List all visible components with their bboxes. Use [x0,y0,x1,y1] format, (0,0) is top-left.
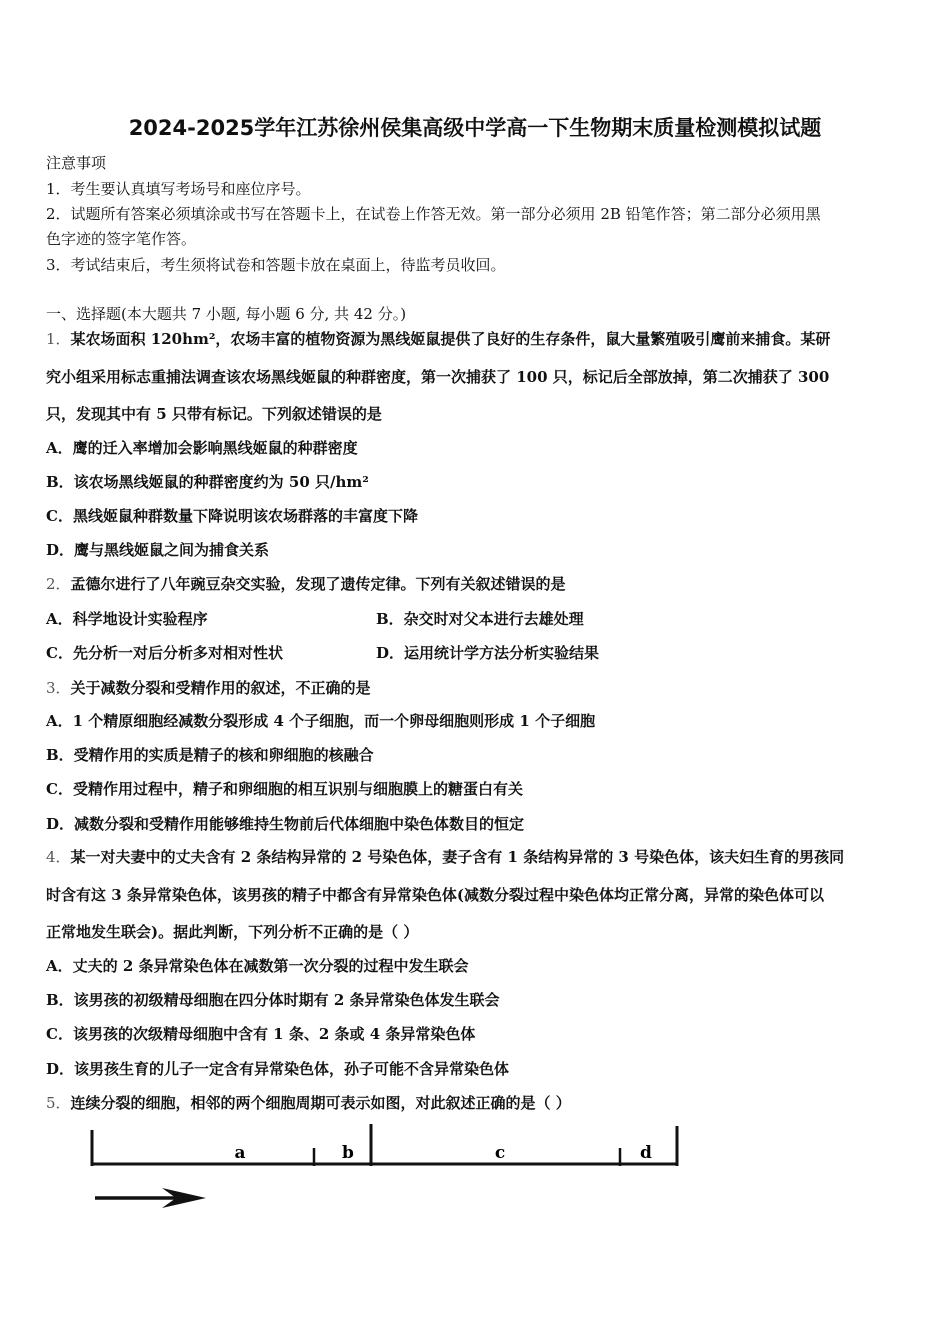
question-number: 2． [46,575,71,593]
question-5-line [46,1092,571,1113]
section-heading: 一、选择题(本大题共 7 小题, 每小题 6 分, 共 42 分。) [46,305,407,323]
option: A．1 个精原细胞经减数分裂形成 4 个子细胞，而一个卵母细胞则形成 1 个子细胞 [46,712,596,730]
question-3-line [46,677,371,698]
question-text: 连续分裂的细胞，相邻的两个细胞周期可表示如图，对此叙述正确的是（ ） [70,1094,571,1112]
notice-item: 3．考试结束后，考生须将试卷和答题卡放在桌面上，待监考员收回。 [46,256,506,274]
option: C．先分析一对后分析多对相对性状 [46,644,283,662]
option: A．丈夫的 2 条异常染色体在减数第一次分裂的过程中发生联会 [46,957,469,975]
notice-item: 色字迹的签字笔作答。 [46,230,197,248]
segment-label-a: a [234,1143,246,1163]
question-text: 某一对夫妻中的丈夫含有 2 条结构异常的 2 号染色体，妻子含有 1 条结构异常的 3 号染色体，该夫妇生育的男孩同 [70,848,845,866]
question-number: 3． [46,679,71,697]
option: D．鹰与黑线姬鼠之间为捕食关系 [46,541,270,559]
segment-label-b: b [342,1143,354,1163]
question-2-line [46,573,566,594]
question-number: 5． [46,1094,71,1112]
question-text: 某农场面积 120hm²，农场丰富的植物资源为黑线姬鼠提供了良好的生存条件，鼠大量繁殖吸引鹰前来捕食。某研 [70,330,831,348]
option: B．杂交时对父本进行去雄处理 [376,610,584,628]
option: A．科学地设计实验程序 [46,610,208,628]
question-1-line: 只，发现其中有 5 只带有标记。下列叙述错误的是 [46,405,382,423]
option: C．受精作用过程中，精子和卵细胞的相互识别与细胞膜上的糖蛋白有关 [46,780,523,798]
question-4-line [46,846,844,867]
option: D．该男孩生育的儿子一定含有异常染色体，孙子可能不含异常染色体 [46,1060,510,1078]
option: A．鹰的迁入率增加会影响黑线姬鼠的种群密度 [46,439,358,457]
question-number: 4． [46,848,71,866]
option: D．减数分裂和受精作用能够维持生物前后代体细胞中染色体数目的恒定 [46,815,525,833]
page-title: 2024-2025学年江苏徐州侯集高级中学高一下生物期末质量检测模拟试题 [128,116,822,140]
question-1-line: 究小组采用标志重捕法调查该农场黑线姬鼠的种群密度，第一次捕获了 100 只，标记后全部放掉，第二次捕获了 300 [46,368,830,386]
notice-item: 2．试题所有答案必须填涂或书写在答题卡上，在试卷上作答无效。第一部分必须用 2B 铅笔作答；第二部分必须用黑 [46,205,821,223]
notice-heading: 注意事项 [46,154,107,172]
option: D．运用统计学方法分析实验结果 [376,644,600,662]
option: B．该男孩的初级精母细胞在四分体时期有 2 条异常染色体发生联会 [46,991,500,1009]
option: B．受精作用的实质是精子的核和卵细胞的核融合 [46,746,374,764]
notice-item: 1．考生要认真填写考场号和座位序号。 [46,180,311,198]
question-number: 1． [46,330,71,348]
question-1-line [46,328,830,349]
question-text: 孟德尔进行了八年豌豆杂交实验，发现了遗传定律。下列有关叙述错误的是 [70,575,566,593]
question-4-line: 时含有这 3 条异常染色体，该男孩的精子中都含有异常染色体(减数分裂过程中染色体均正常分离，异常的染色体可以 [46,886,824,904]
option: B．该农场黑线姬鼠的种群密度约为 50 只/hm² [46,473,369,491]
question-text: 关于减数分裂和受精作用的叙述，不正确的是 [70,679,371,697]
cell-cycle-figure [80,1118,700,1218]
option: C．黑线姬鼠种群数量下降说明该农场群落的丰富度下降 [46,507,418,525]
segment-label-d: d [640,1143,652,1163]
segment-label-c: c [494,1143,506,1163]
question-4-line: 正常地发生联会)。据此判断，下列分析不正确的是（ ） [46,923,419,941]
option: C．该男孩的次级精母细胞中含有 1 条、2 条或 4 条异常染色体 [46,1025,476,1043]
